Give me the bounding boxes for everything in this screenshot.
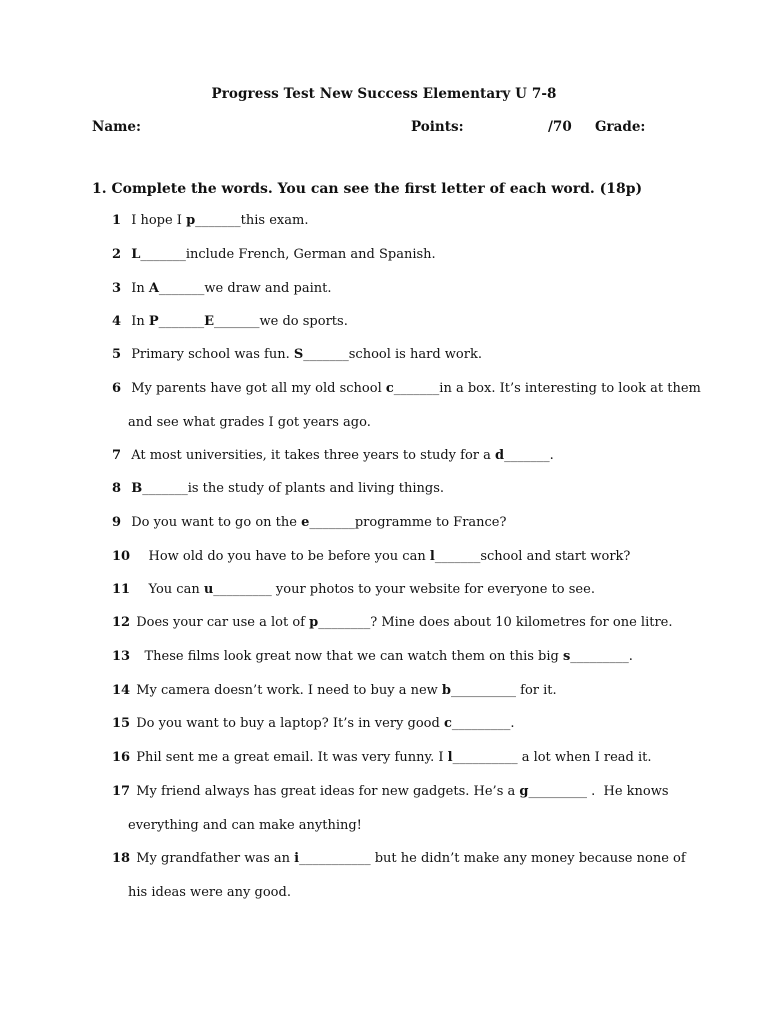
first-letter: p bbox=[186, 213, 196, 228]
grade-label: Grade: bbox=[595, 119, 646, 135]
first-letter: c bbox=[385, 381, 394, 396]
question-blank: _______is the study of plants and living things. bbox=[142, 481, 445, 496]
question-number: 15 bbox=[112, 716, 131, 731]
question-continuation: everything and can make anything! bbox=[128, 818, 362, 833]
first-letter: L bbox=[131, 247, 141, 262]
first-letter: c bbox=[443, 716, 452, 731]
question-text: How old do you have to be before you can bbox=[140, 549, 430, 564]
question-text: At most universities, it takes three years to study for a bbox=[131, 448, 495, 463]
name-label: Name: bbox=[92, 119, 141, 135]
question-text: My friend always has great ideas for new gadgets. He’s a bbox=[136, 784, 520, 799]
question-item bbox=[112, 716, 515, 731]
points-label: Points: bbox=[411, 119, 464, 135]
question-number: 18 bbox=[112, 851, 131, 866]
question-text: Does your car use a lot of bbox=[136, 615, 310, 630]
question-item bbox=[112, 784, 669, 799]
question-number: 17 bbox=[112, 784, 131, 799]
question-blank: _______this exam. bbox=[195, 213, 309, 228]
first-letter: P bbox=[148, 314, 159, 329]
question-blank: _________. bbox=[451, 716, 515, 731]
question-blank: __________ a lot when I read it. bbox=[452, 750, 652, 765]
question-text: My camera doesn’t work. I need to buy a new bbox=[136, 683, 442, 698]
question-continuation: his ideas were any good. bbox=[128, 885, 291, 900]
page-title: Progress Test New Success Elementary U 7-8 bbox=[211, 86, 557, 102]
question-number: 14 bbox=[112, 683, 131, 698]
question-blank: ___________ but he didn’t make any money because none of bbox=[299, 851, 686, 866]
question-blank: _______include French, German and Spanish. bbox=[140, 247, 436, 262]
question-blank: _______we draw and paint. bbox=[158, 281, 332, 296]
question-number: 6 bbox=[112, 381, 122, 396]
question-item bbox=[112, 851, 686, 866]
question-text: Primary school was fun. bbox=[131, 347, 294, 362]
question-continuation: and see what grades I got years ago. bbox=[128, 415, 371, 430]
first-letter: i bbox=[294, 851, 300, 866]
question-blank: _______school is hard work. bbox=[303, 347, 482, 362]
question-blank: _______school and start work? bbox=[434, 549, 631, 564]
question-item bbox=[112, 549, 630, 564]
question-item bbox=[112, 213, 308, 228]
question-item bbox=[112, 381, 701, 396]
question-number: 5 bbox=[112, 347, 122, 362]
question-number: 3 bbox=[112, 281, 122, 296]
question-item bbox=[112, 582, 595, 597]
question-item bbox=[112, 750, 652, 765]
first-letter: B bbox=[131, 481, 143, 496]
question-text: I hope I bbox=[131, 213, 187, 228]
question-number: 16 bbox=[112, 750, 131, 765]
question-number: 12 bbox=[112, 615, 131, 630]
question-blank: __________ for it. bbox=[451, 683, 557, 698]
question-blank: _______programme to France? bbox=[309, 515, 507, 530]
points-total: /70 bbox=[548, 119, 572, 135]
question-text: In bbox=[131, 281, 149, 296]
question-item bbox=[112, 281, 331, 296]
question-text: You can bbox=[140, 582, 204, 597]
question-item bbox=[112, 615, 673, 630]
first-letter: p bbox=[309, 615, 319, 630]
first-letter: l bbox=[447, 750, 453, 765]
question-number: 8 bbox=[112, 481, 122, 496]
question-number: 7 bbox=[112, 448, 122, 463]
question-number: 11 bbox=[112, 582, 131, 597]
question-blank: _______we do sports. bbox=[214, 314, 348, 329]
question-item bbox=[112, 515, 506, 530]
question-text: My parents have got all my old school bbox=[131, 381, 386, 396]
question-item bbox=[112, 481, 444, 496]
first-letter: A bbox=[148, 281, 159, 296]
question-blank: _________. bbox=[570, 649, 633, 664]
question-item bbox=[112, 247, 436, 262]
question-number: 9 bbox=[112, 515, 122, 530]
section-heading: 1. Complete the words. You can see the first letter of each word. (18p) bbox=[92, 181, 643, 197]
question-text: In bbox=[131, 314, 149, 329]
first-letter: d bbox=[495, 448, 505, 463]
question-number: 13 bbox=[112, 649, 131, 664]
first-letter: S bbox=[293, 347, 304, 362]
question-text: Phil sent me a great email. It was very funny. I bbox=[136, 750, 448, 765]
question-blank: _______. bbox=[504, 448, 554, 463]
question-item bbox=[112, 448, 554, 463]
question-blank: _________ . He knows bbox=[528, 784, 669, 799]
first-letter: e bbox=[301, 515, 310, 530]
question-text: Do you want to buy a laptop? It’s in very good bbox=[136, 716, 444, 731]
question-text: My grandfather was an bbox=[136, 851, 295, 866]
question-number: 1 bbox=[112, 213, 122, 228]
question-text: These films look great now that we can watch them on this big bbox=[136, 649, 563, 664]
question-item bbox=[112, 314, 348, 329]
question-number: 2 bbox=[112, 247, 122, 262]
first-letter: g bbox=[519, 784, 529, 799]
first-letter: s bbox=[562, 649, 571, 664]
first-letter: b bbox=[441, 683, 451, 698]
question-blank: ________? Mine does about 10 kilometres for one litre. bbox=[318, 615, 673, 630]
question-item bbox=[112, 649, 633, 664]
question-text: Do you want to go on the bbox=[131, 515, 302, 530]
question-blank: _________ your photos to your website for everyone to see. bbox=[213, 582, 595, 597]
question-blank: _______in a box. It’s interesting to look at them bbox=[393, 381, 701, 396]
question-number: 10 bbox=[112, 549, 131, 564]
first-letter: l bbox=[429, 549, 435, 564]
first-letter: u bbox=[203, 582, 214, 597]
question-item bbox=[112, 347, 482, 362]
question-blank: _______ bbox=[158, 314, 205, 329]
question-number: 4 bbox=[112, 314, 122, 329]
question-item bbox=[112, 683, 557, 698]
first-letter: E bbox=[204, 314, 215, 329]
